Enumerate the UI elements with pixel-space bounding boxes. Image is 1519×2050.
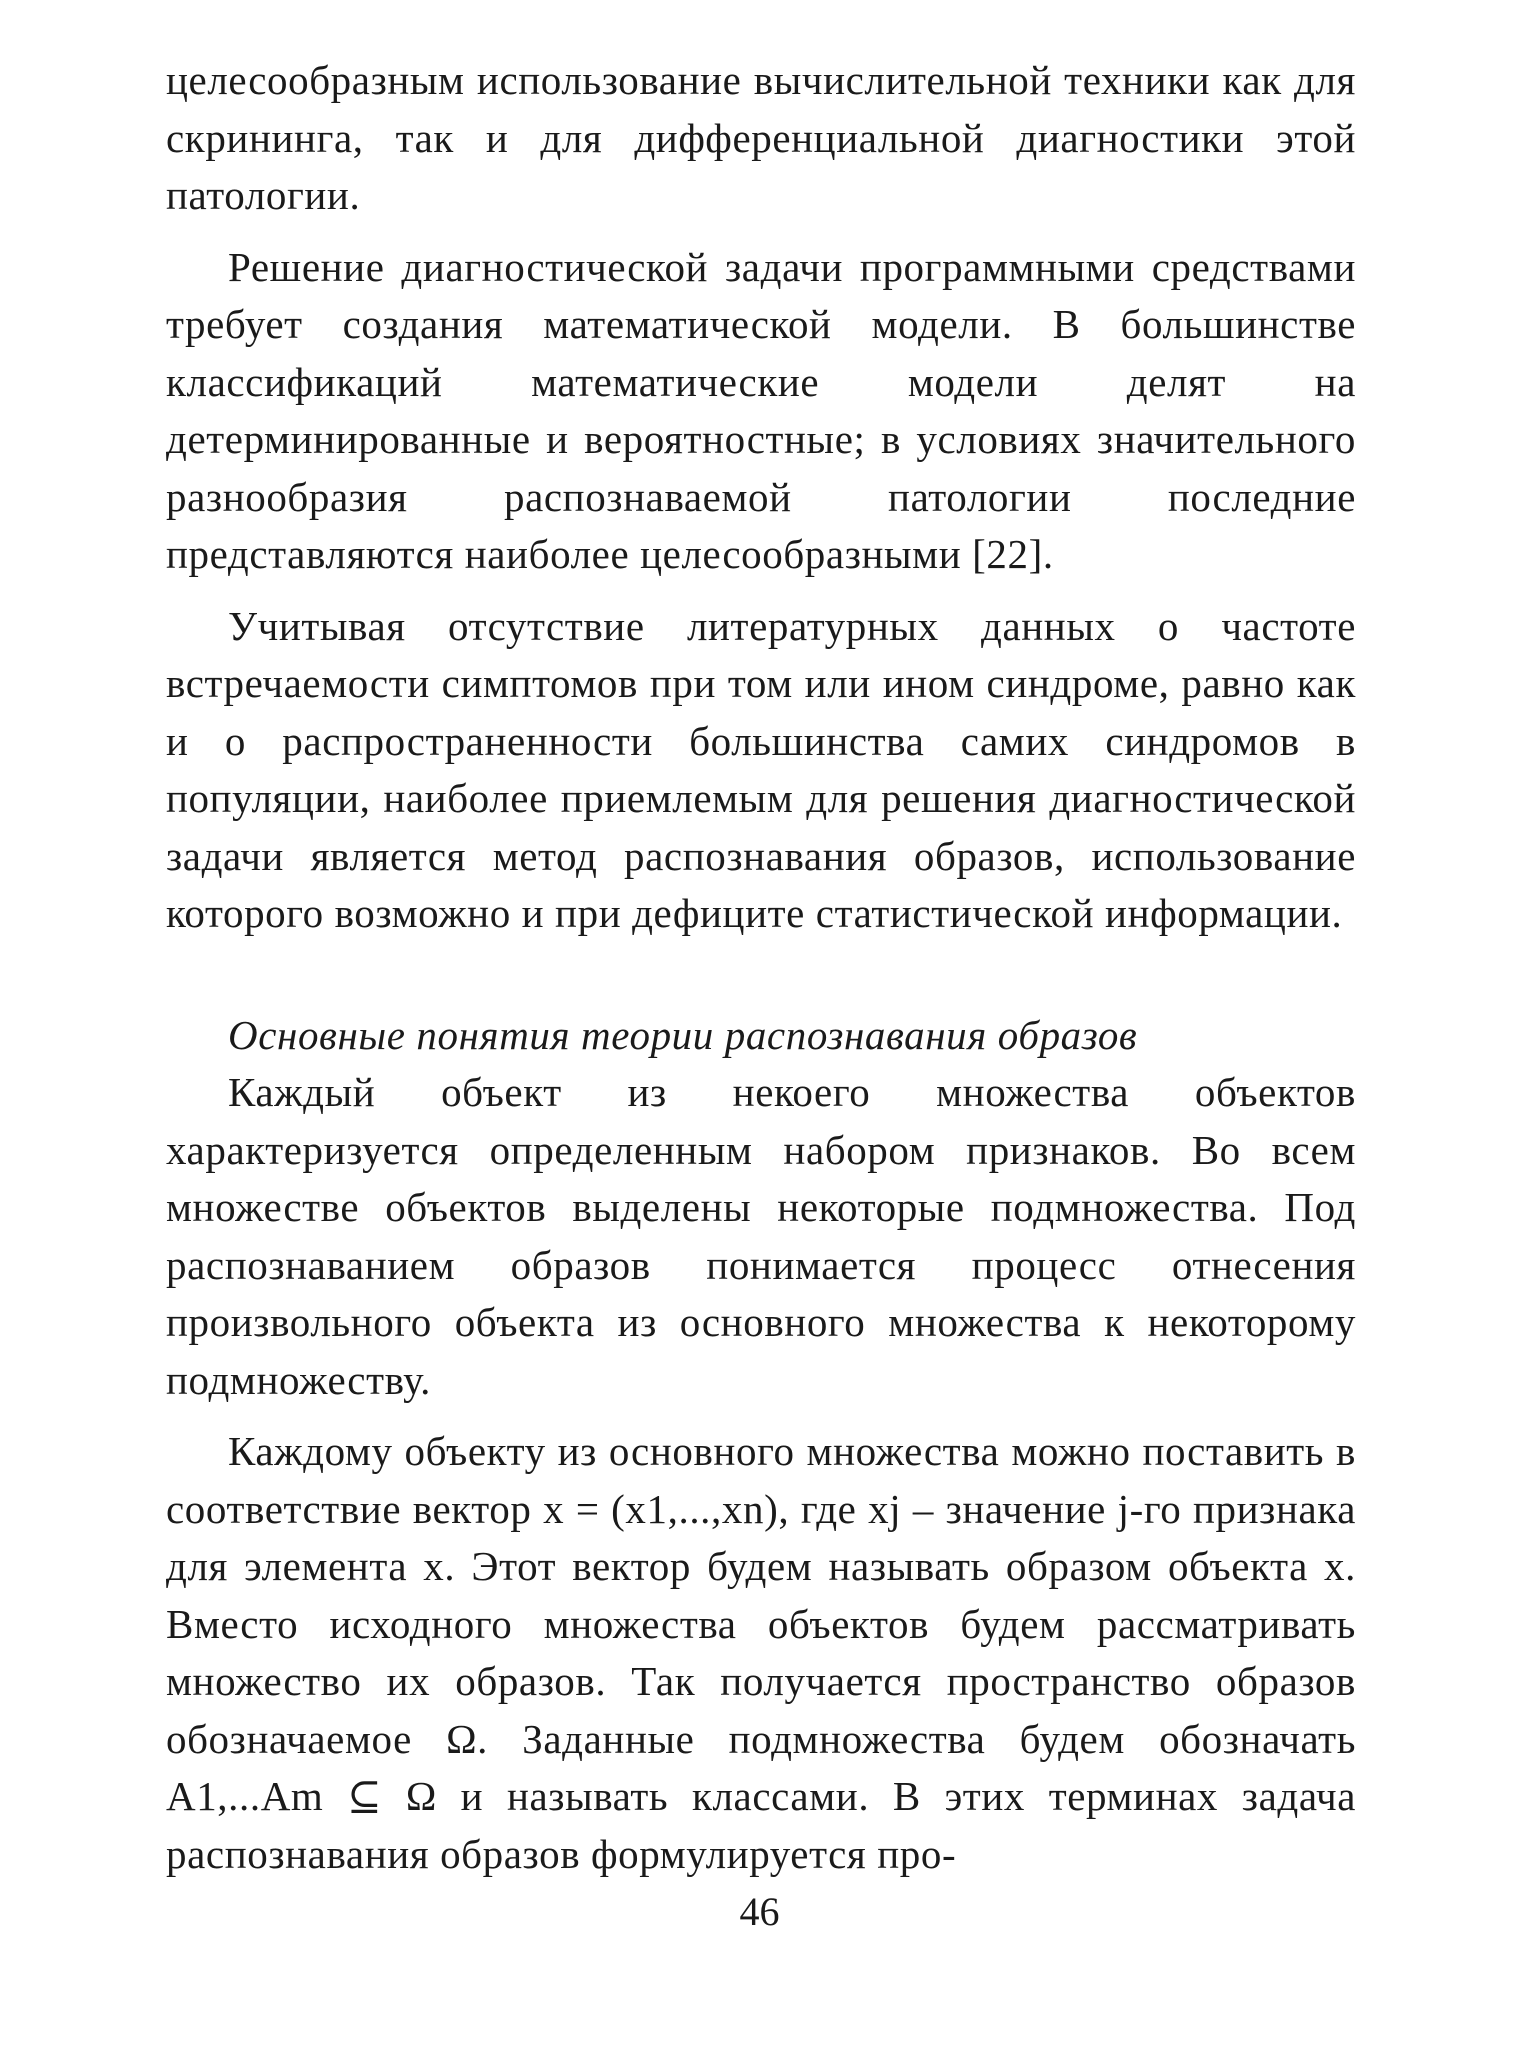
paragraph-3: Учитывая отсутствие литературных данных о частоте встречаемости симптомов при том или ином синдроме, равно как и о распространенности большинства самих синдромов в популяции, наиболее приемлемым для решения диагностической задачи является метод распознавания образов, использование которого возможно и при дефиците статистической информации. xyxy=(166,602,1356,936)
paragraph-1: целесообразным использование вычислительной техники как для скрининга, так и для дифференциальной диагностики этой патологии. xyxy=(166,57,1356,218)
paragraph-2: Решение диагностической задачи программными средствами требует создания математической модели. В большинстве классификаций математические модели делят на детерминированные и вероятностные; в условиях значительного разнообразия распознаваемой патологии последние представляются наиболее целесообразными [22]. xyxy=(166,243,1356,577)
page-number: 46 xyxy=(739,1889,780,1934)
document-page xyxy=(166,52,1356,1897)
section-heading: Основные понятия теории распознавания образов xyxy=(228,1011,1138,1058)
section-paragraph-2: Каждому объекту из основного множества можно поставить в соответствие вектор x = (x1,...,xn), где xj – значение j-го признака для элемента x. Этот вектор будем называть образом объекта x. Вместо исходного множества объектов будем рассматривать множество их образов. Так получается пространство образов обозначаемое Ω. Заданные подмножества будем обозначать A1,...Am ⊆ Ω и называть классами. В этих терминах задача распознавания образов формулируется про- xyxy=(166,1428,1356,1877)
section-paragraph-1: Каждый объект из некоего множества объектов характеризуется определенным набором признаков. Во всем множестве объектов выделены некоторые подмножества. Под распознаванием образов понимается процесс отнесения произвольного объекта из основного множества к некоторому подмножеству. xyxy=(166,1069,1356,1403)
